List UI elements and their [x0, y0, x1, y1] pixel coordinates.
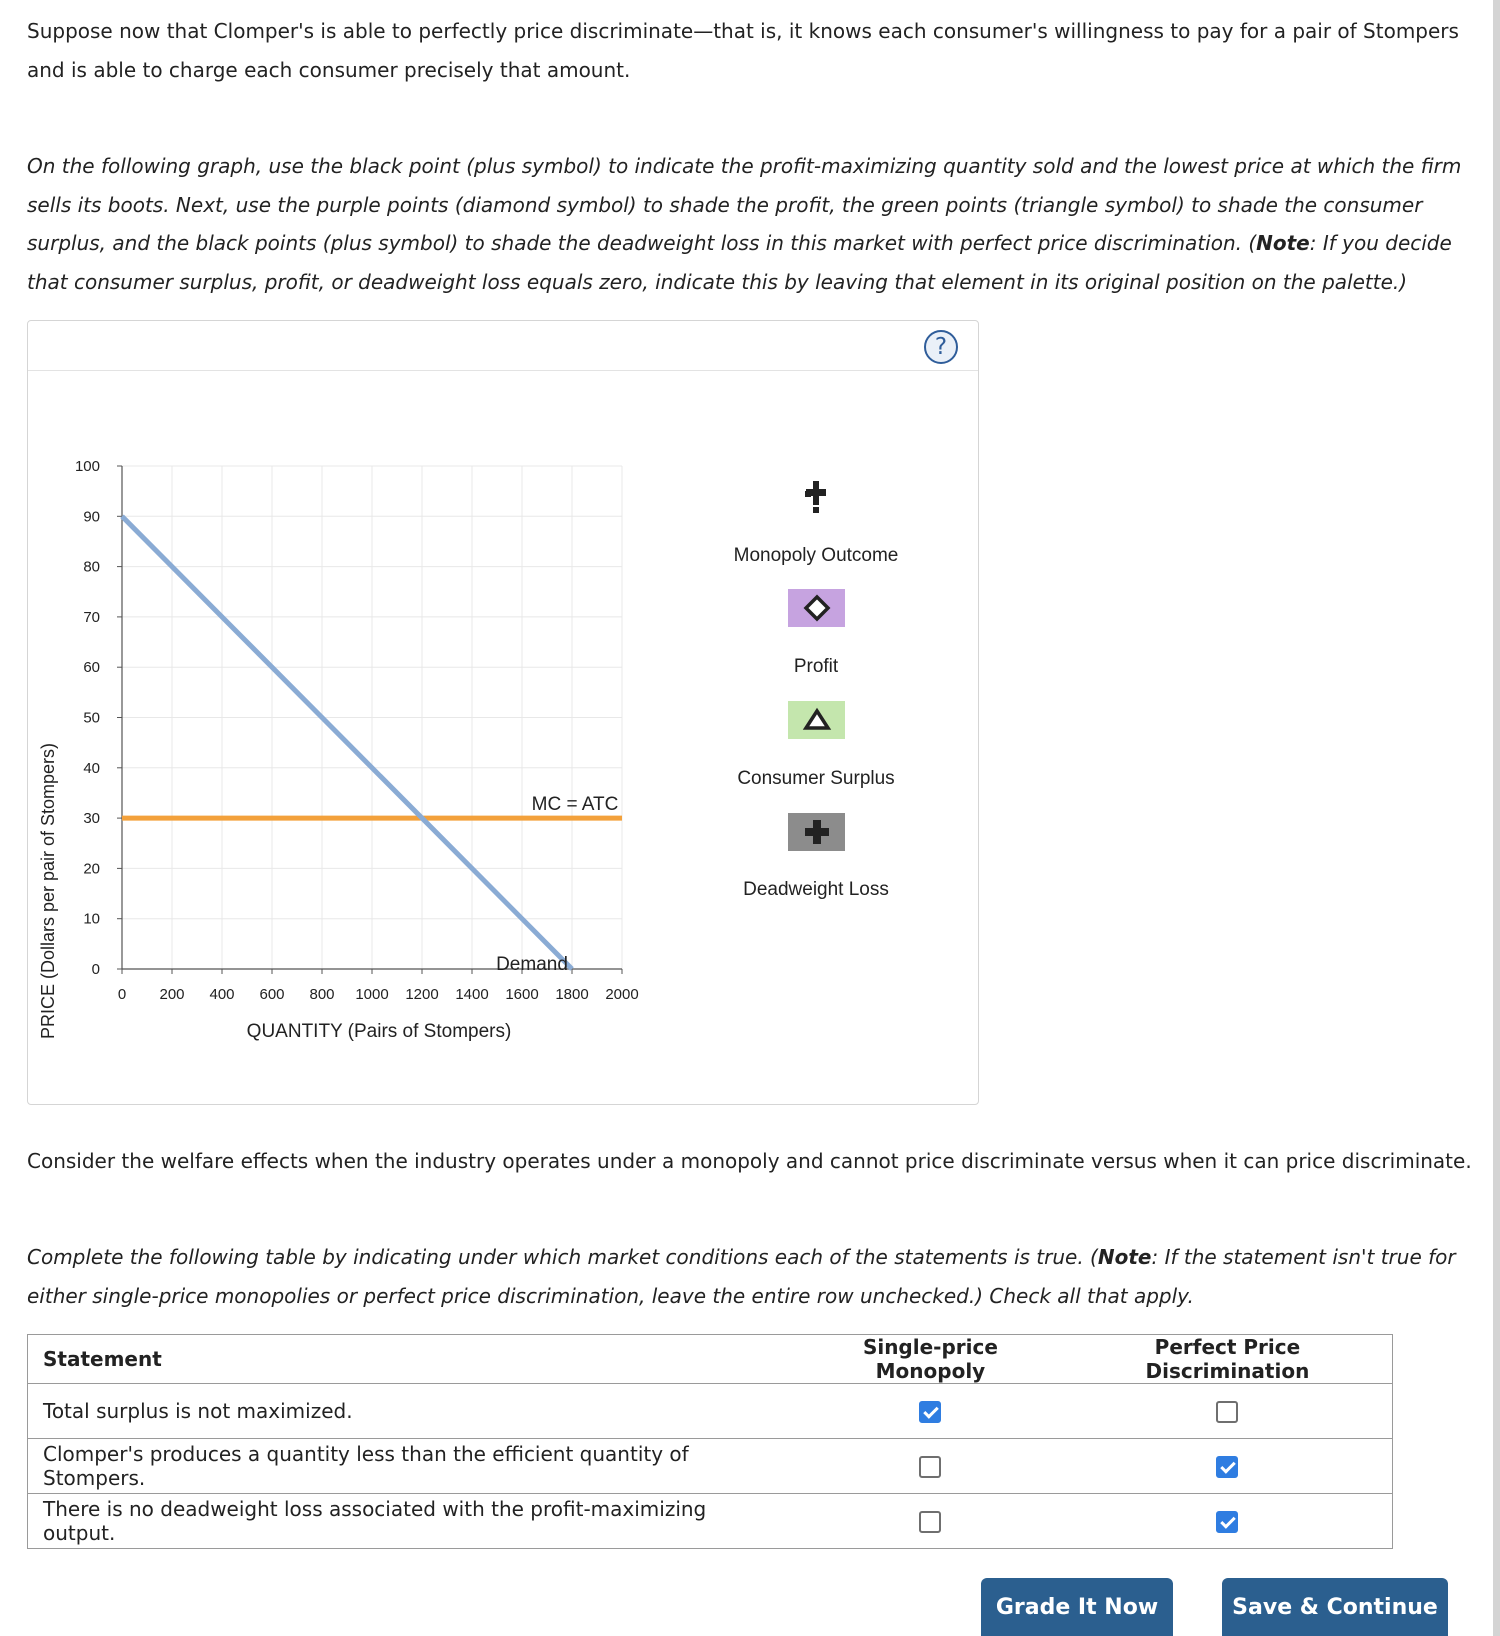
perfect-price-cell: [1063, 1384, 1393, 1439]
monopoly-outcome-tool[interactable]: [805, 481, 826, 513]
statement-text: Total surplus is not maximized.: [28, 1384, 799, 1439]
y-tick-label: 40: [83, 759, 100, 777]
plus-icon: [802, 817, 832, 847]
profit-tool[interactable]: [788, 589, 845, 627]
x-tick-label: 1000: [355, 986, 389, 1003]
table-row: [28, 1494, 1393, 1549]
tick-labels: [75, 458, 639, 1003]
grid: [122, 466, 622, 969]
x-tick-label: 200: [159, 986, 185, 1003]
y-axis-label: PRICE (Dollars per pair of Stompers): [38, 742, 58, 1040]
x-tick-label: 1400: [455, 986, 489, 1003]
perfect-price-discrimination-checkbox[interactable]: [1216, 1511, 1238, 1533]
palette-label-monopoly: Monopoly Outcome: [733, 545, 899, 566]
statement-text: Clomper's produces a quantity less than the efficient quantity of Stompers.: [28, 1439, 799, 1494]
save-continue-button[interactable]: Save & Continue: [1222, 1578, 1448, 1636]
y-tick-label: 0: [91, 961, 100, 978]
header-statement: Statement: [28, 1335, 799, 1384]
demand-label: Demand: [496, 954, 568, 975]
x-tick-label: 1200: [405, 986, 439, 1003]
table-instructions: Complete the following table by indicating under which market conditions each of the statements is true. (Note: If the statement isn't true for either single-price monopolies or perfect price discrimination, leave the entire row unchecked.) Check all that apply.: [27, 1245, 1456, 1308]
single-price-cell: [798, 1384, 1063, 1439]
perfect-price-discrimination-checkbox[interactable]: [1216, 1401, 1238, 1423]
x-tick-label: 400: [209, 986, 235, 1003]
table-row: [28, 1439, 1393, 1494]
y-tick-label: 20: [83, 860, 100, 878]
perfect-price-cell: [1063, 1439, 1393, 1494]
palette-label-consumer-surplus: Consumer Surplus: [737, 768, 895, 789]
statement-text: There is no deadweight loss associated with the profit-maximizing output.: [28, 1494, 799, 1549]
y-tick-label: 80: [83, 558, 100, 576]
triangle-icon: [802, 705, 832, 735]
help-icon[interactable]: ?: [924, 330, 958, 364]
y-tick-label: 70: [83, 608, 100, 626]
single-price-monopoly-checkbox[interactable]: [919, 1401, 941, 1423]
palette-label-profit: Profit: [793, 656, 839, 677]
palette-label-deadweight-loss: Deadweight Loss: [743, 879, 889, 900]
consumer-surplus-tool[interactable]: [788, 701, 845, 739]
x-tick-label: 600: [259, 986, 285, 1003]
grade-it-now-button[interactable]: Grade It Now: [981, 1578, 1173, 1636]
y-tick-label: 50: [83, 709, 100, 727]
graph-panel: [27, 320, 979, 1105]
graph-instructions: On the following graph, use the black point (plus symbol) to indicate the profit-maximizing quantity sold and the lowest price at which the firm sells its boots. Next, use the purple points (diamond symbol) to shade the profit, the green points (triangle symbol) to shade the consumer surplus, and the black points (plus symbol) to shade the deadweight loss in this market with perfect price discrimination. (Note: If you decide that consumer surplus, profit, or deadweight loss equals zero, indicate this by leaving that element in its original position on the palette.): [27, 154, 1462, 294]
y-tick-label: 30: [83, 810, 100, 828]
single-price-monopoly-checkbox[interactable]: [919, 1456, 941, 1478]
single-price-cell: [798, 1439, 1063, 1494]
intro-text: Suppose now that Clomper's is able to perfectly price discriminate—that is, it knows each consumer's willingness to pay for a pair of Stompers and is able to charge each consumer precisely that amount.: [27, 19, 1459, 82]
diamond-icon: [802, 593, 832, 623]
statement-table: [27, 1334, 1393, 1549]
y-tick-label: 60: [83, 659, 100, 677]
deadweight-loss-tool[interactable]: [788, 813, 845, 851]
welfare-text: Consider the welfare effects when the industry operates under a monopoly and cannot price discriminate versus when it can price discriminate.: [27, 1149, 1472, 1173]
perfect-price-discrimination-checkbox[interactable]: [1216, 1456, 1238, 1478]
x-tick-label: 1600: [505, 986, 539, 1003]
x-tick-label: 800: [309, 986, 335, 1003]
axes: [117, 466, 622, 974]
y-tick-label: 100: [74, 458, 100, 475]
y-tick-label: 90: [83, 508, 100, 526]
x-tick-label: 2000: [605, 986, 639, 1003]
mc-atc-label: MC = ATC: [531, 794, 619, 815]
table-header-row: [28, 1335, 1393, 1384]
page-scrollbar-edge: [1493, 0, 1500, 1636]
x-tick-label: 0: [117, 986, 127, 1003]
single-price-monopoly-checkbox[interactable]: [919, 1511, 941, 1533]
demand-curve: [122, 516, 572, 969]
perfect-price-cell: [1063, 1494, 1393, 1549]
header-perfect-price-discrimination: Perfect Price Discrimination: [1063, 1335, 1393, 1384]
plus-icon: [806, 481, 826, 505]
x-tick-label: 1800: [555, 986, 589, 1003]
single-price-cell: [798, 1494, 1063, 1549]
y-tick-label: 10: [83, 910, 100, 928]
x-axis-label: QUANTITY (Pairs of Stompers): [246, 1021, 512, 1042]
header-single-price-monopoly: Single-price Monopoly: [798, 1335, 1063, 1384]
table-row: [28, 1384, 1393, 1439]
